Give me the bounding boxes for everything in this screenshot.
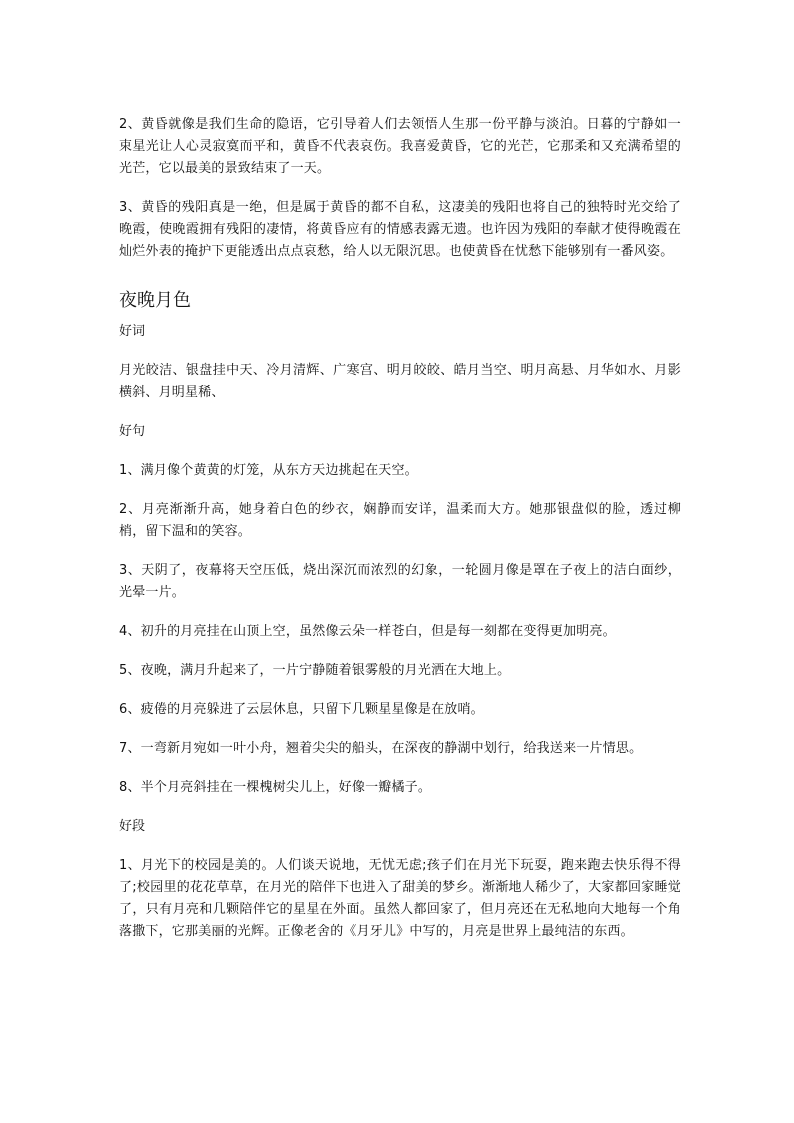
paragraph-dusk-2: 2、黄昏就像是我们生命的隐语，它引导着人们去领悟人生那一份平静与淡泊。日暮的宁静如一束星光让人心灵寂寞而平和，黄昏不代表哀伤。我喜爱黄昏，它的光芒，它那柔和又充满希望的光芒，它以最美的景致结束了一天。 — [119, 117, 681, 176]
good-sentence-3: 3、天阴了，夜幕将天空压低，烧出深沉而浓烈的幻象，一轮圆月像是罩在子夜上的洁白面纱，光晕一片。 — [119, 563, 681, 600]
good-paragraph-1: 1、月光下的校园是美的。人们谈天说地，无忧无虑;孩子们在月光下玩耍，跑来跑去快乐得不得了;校园里的花花草草，在月光的陪伴下也进入了甜美的梦乡。渐渐地人稀少了，大家都回家睡觉了，只有月亮和几颗陪伴它的星星在外面。虽然人都回家了，但月亮还在无私地向大地每一个角落撒下，它那美丽的光辉。正像老舍的《月牙儿》中写的，月亮是世界上最纯洁的东西。 — [119, 858, 681, 939]
good-sentence-4: 4、初升的月亮挂在山顶上空，虽然像云朵一样苍白，但是每一刻都在变得更加明亮。 — [119, 624, 616, 639]
paragraph-dusk-3: 3、黄昏的残阳真是一绝，但是属于黄昏的都不自私，这凄美的残阳也将自己的独特时光交给了晚霞，使晚霞拥有残阳的凄情，将黄昏应有的情感表露无遗。也许因为残阳的奉献才使得晚霞在灿烂外表的掩护下更能透出点点哀愁，给人以无限沉思。也使黄昏在忧愁下能够别有一番风姿。 — [119, 200, 681, 259]
document-page — [119, 114, 681, 960]
good-sentences-label: 好句 — [119, 424, 146, 439]
section-title: 夜晚月色 — [119, 290, 191, 311]
good-paragraphs-label: 好段 — [119, 819, 146, 834]
good-sentence-7: 7、一弯新月宛如一叶小舟，翘着尖尖的船头，在深夜的静湖中划行，给我送来一片情思。 — [119, 741, 643, 756]
good-words-text: 月光皎洁、银盘挂中天、冷月清辉、广寒宫、明月皎皎、皓月当空、明月高悬、月华如水、月影横斜、月明星稀、 — [119, 363, 681, 400]
good-sentence-2: 2、月亮渐渐升高，她身着白色的纱衣，娴静而安详，温柔而大方。她那银盘似的脸，透过柳梢，留下温和的笑容。 — [119, 502, 681, 539]
good-words-label: 好词 — [119, 324, 146, 339]
good-sentence-8: 8、半个月亮斜挂在一棵槐树尖儿上，好像一瓣橘子。 — [119, 780, 432, 795]
good-sentence-1: 1、满月像个黄黄的灯笼，从东方天边挑起在天空。 — [119, 463, 418, 478]
good-sentence-6: 6、疲倦的月亮躲进了云层休息，只留下几颗星星像是在放哨。 — [119, 702, 484, 717]
good-sentence-5: 5、夜晚，满月升起来了，一片宁静随着银雾般的月光洒在大地上。 — [119, 663, 511, 678]
